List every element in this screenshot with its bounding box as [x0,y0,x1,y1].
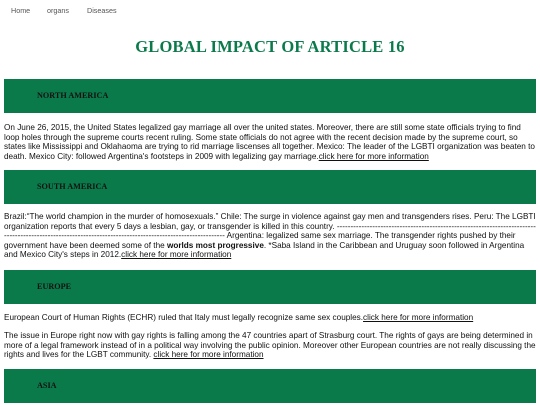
paragraph-text: European Court of Human Rights (ECHR) ruled that Italy must legally recognize same sex couples. [4,313,364,322]
section-header-asia [4,369,536,403]
more-info-link-north-america[interactable]: click here for more information [318,151,429,161]
paragraph-text: On June 26, 2015, the United States legalized gay marriage all over the united states. Moreover, there are still some state officials trying to find loop holes through the supreme courts recent ruling. Some state officials do not agree with the recent decision made by the supreme court, so states like Mississippi and Oklahaoma are trying to rid marriage liscenses all together. Mexico: The leader of the LGBTI organization was beaten to death. Mexico City: followed Argentina's footsteps in 2009 with legalizing gay marriage. [4,123,535,161]
paragraph-text: Brazil:“The world champion in the murder of homosexuals.” Chile: The surge in violence against gay men and transgenders rises. Peru: The LGBTI organization reports that every 5 days a lesbian, gay, or transgender is killed in this country. ---------------------------------------------------------------------------------------------------------------------------------------------------------- Argentina: legalized same sex marriage. The transgender rights pushed by their government have been deemed some of the [4,212,536,250]
page-title: GLOBAL IMPACT OF ARTICLE 16 [135,37,405,56]
section-heading: SOUTH AMERICA [37,182,108,191]
section-text-south-america [4,212,536,260]
nav-link-organs[interactable]: organs [47,6,69,15]
emphasis-text: worlds most progressive [166,240,264,250]
section-heading: ASIA [37,381,57,390]
nav-link-home[interactable]: Home [11,6,31,15]
more-info-link-europe-1[interactable]: click here for more information [363,313,474,322]
section-heading: EUROPE [37,282,72,291]
section-text-europe-2 [4,331,536,360]
section-heading: NORTH AMERICA [37,91,109,100]
section-text-north-america [4,123,536,161]
paragraph-text: The issue in Europe right now with gay rights is falling among the 47 countries apart of Strasburg court. The rights of gays are being determined in more of a legal framework instead of in a political way involving the public opinion. Moreover other European countries are not really discussing the rights and lives for the LGBT community. [4,331,536,360]
section-text-europe-1 [4,313,536,323]
section-header-south-america [4,170,536,204]
nav-link-diseases[interactable]: Diseases [87,6,117,15]
paragraph-text: . *Saba Island in the Caribbean and Uruguay soon followed in Argentina and Mexico City's steps in 2012. [4,240,525,260]
more-info-link-south-america[interactable]: click here for more information [121,250,232,260]
section-header-europe [4,270,536,304]
top-navigation [0,0,540,22]
section-header-north-america [4,79,536,113]
more-info-link-europe-2[interactable]: click here for more information [153,350,264,360]
